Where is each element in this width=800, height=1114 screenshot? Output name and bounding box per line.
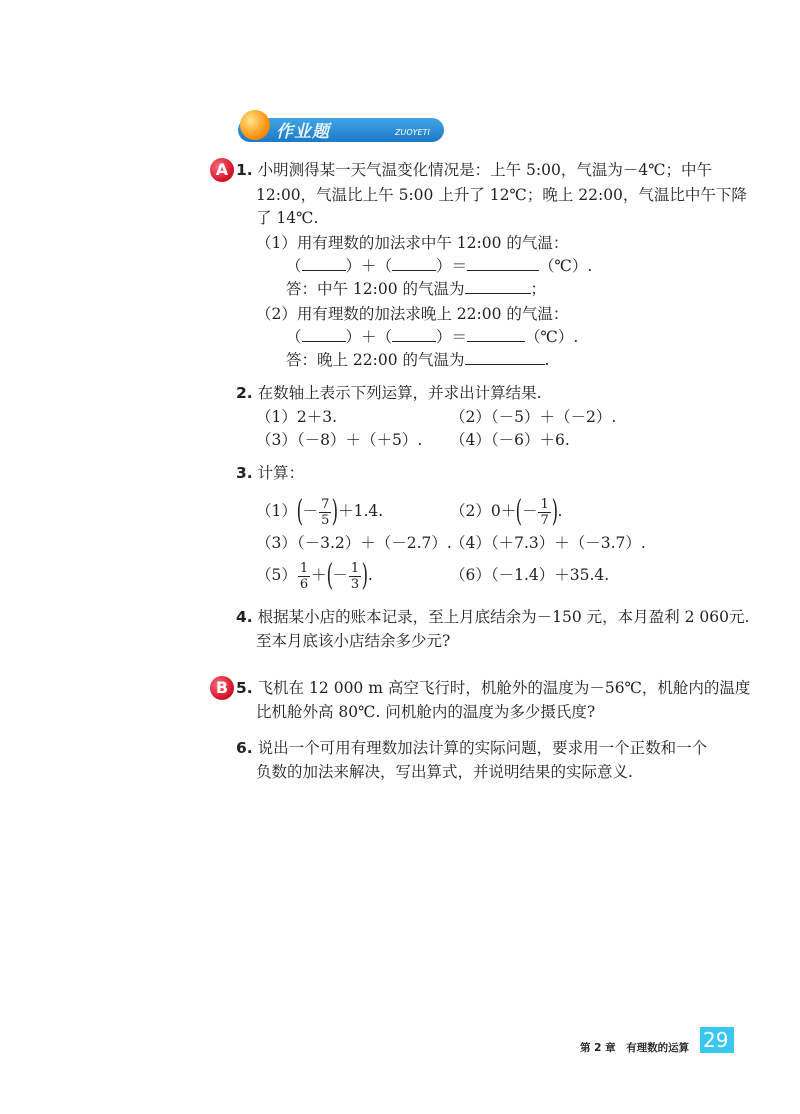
blank[interactable] (467, 326, 525, 342)
q3-c: （3）（－3.2）＋（－2.7）. (256, 534, 452, 552)
fraction: $\frac{1}{6}$ (299, 560, 309, 592)
q5-number: 5. (236, 679, 253, 697)
header-subtitle: ZUOYETI (395, 128, 430, 137)
q3-b: （2）0＋(－ $\frac{1}{7}$ ). (450, 494, 563, 529)
header-title: 作业题 (276, 122, 330, 142)
q2-number: 2. (236, 384, 253, 402)
section-a-badge: A (210, 158, 234, 182)
fraction: $\frac{7}{5}$ (321, 496, 330, 528)
q5-line2: 比机舱外高 80℃. 问机舱内的温度为多少摄氏度? (256, 703, 596, 721)
q4-line1: 4. 根据某小店的账本记录，至上月底结余为－150 元，本月盈利 2 060元. (236, 608, 750, 626)
q3-number: 3. (236, 464, 253, 482)
q4-line2: 至本月底该小店结余多少元? (256, 632, 451, 650)
chapter-label: 第 2 章 有理数的运算 (580, 1042, 690, 1054)
blank[interactable] (302, 255, 346, 271)
fraction: $\frac{1}{3}$ (350, 560, 360, 592)
blank[interactable] (392, 326, 436, 342)
orange-orb-icon (240, 110, 270, 140)
blank[interactable] (465, 278, 531, 294)
q3-a: （1）(－ $\frac{7}{5}$ )＋1.4. (256, 494, 384, 529)
q1-part1-answer: 答：中午 12:00 的气温为 ； (286, 280, 547, 298)
q1-part2-answer: 答：晚上 22:00 的气温为 . (286, 351, 550, 369)
blank[interactable] (467, 255, 539, 271)
q1-part1-equation: （ ）＋（ ）＝ （℃）. (286, 257, 593, 275)
q5-line1: 5. 飞机在 12 000 m 高空飞行时，机舱外的温度为－56℃，机舱内的温度 (236, 679, 751, 697)
q1-line1: 1. 小明测得某一天气温变化情况是：上午 5:00，气温为－4℃；中午 (236, 161, 713, 179)
section-b-badge: B (210, 676, 234, 700)
q1-part2-equation: （ ）＋（ ）＝ （℃）. (286, 328, 579, 346)
q2-c: （3）（－8）＋（＋5）. (256, 431, 423, 449)
q3-e: （5） $\frac{1}{6}$ ＋(－ $\frac{1}{3}$ ). (256, 558, 373, 593)
q2-stem: 2. 在数轴上表示下列运算，并求出计算结果. (236, 384, 542, 402)
q1-line3: 了 14℃. (256, 209, 319, 227)
fraction: $\frac{1}{7}$ (540, 496, 549, 528)
q2-d: （4）（－6）＋6. (450, 431, 570, 449)
q3-d: （4）（＋7.3）＋（－3.7）. (450, 534, 646, 552)
q6-number: 6. (236, 739, 253, 757)
q3-f: （6）（－1.4）＋35.4. (450, 566, 610, 584)
q4-number: 4. (236, 608, 253, 626)
q3-stem: 3. 计算： (236, 464, 305, 482)
q6-line2: 负数的加法来解决，写出算式，并说明结果的实际意义. (256, 763, 633, 781)
q6-line1: 6. 说出一个可用有理数加法计算的实际问题，要求用一个正数和一个 (236, 739, 708, 757)
q1-part2-prompt: （2）用有理数的加法求晚上 22:00 的气温： (256, 305, 569, 323)
blank[interactable] (302, 326, 346, 342)
q2-b: （2）（－5）＋（－2）. (450, 408, 617, 426)
page-number: 29 (703, 1028, 729, 1052)
blank[interactable] (392, 255, 436, 271)
q1-part1-prompt: （1）用有理数的加法求中午 12:00 的气温： (256, 234, 569, 252)
blank[interactable] (465, 349, 545, 365)
q1-number: 1. (236, 161, 253, 179)
q1-line2: 12:00，气温比上午 5:00 上升了 12℃；晚上 22:00，气温比中午下降 (256, 186, 747, 204)
q2-a: （1）2＋3. (256, 408, 338, 426)
